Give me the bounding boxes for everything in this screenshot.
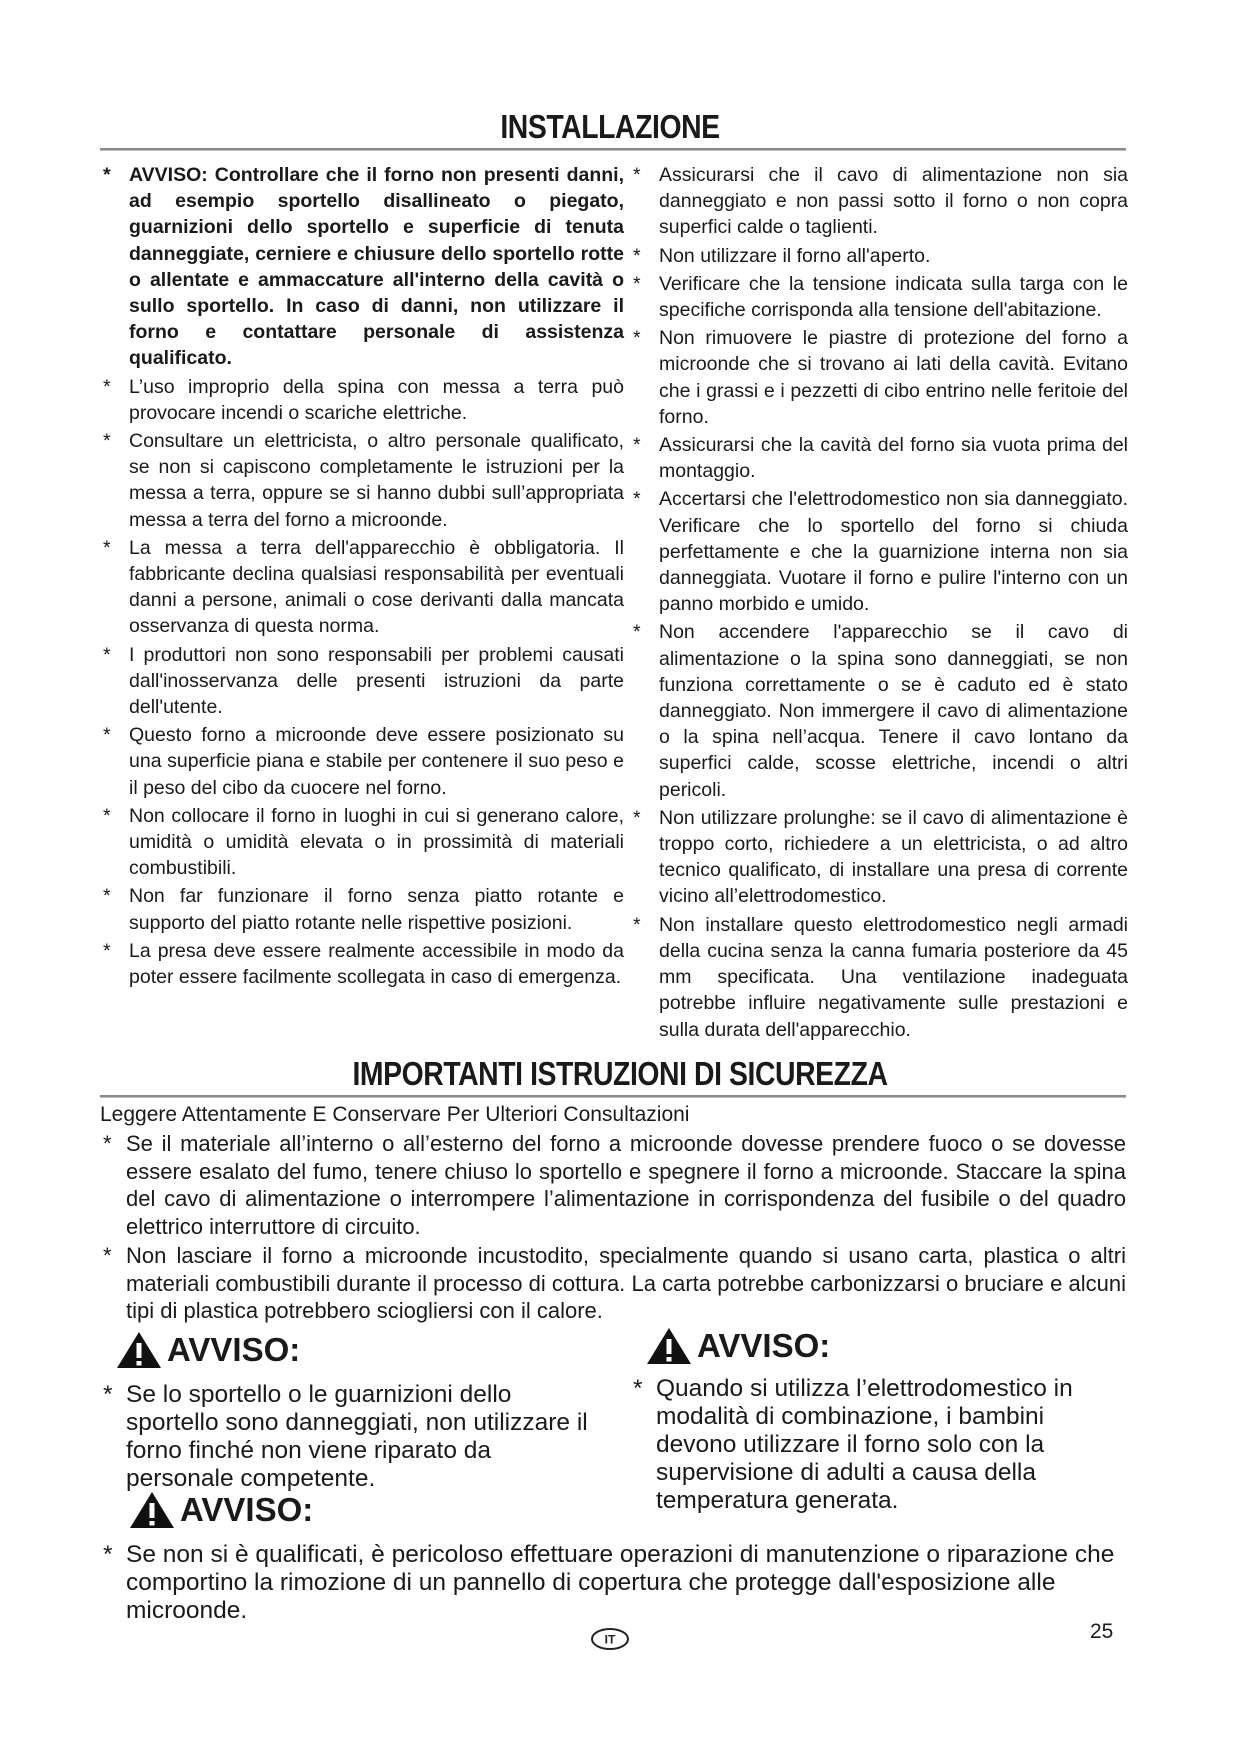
warning-heading-left: AVVISO: bbox=[115, 1330, 300, 1370]
warning-heading-bottom: AVVISO: bbox=[128, 1490, 313, 1530]
warning-left bbox=[100, 1381, 600, 1495]
list-item: * Non installare questo elettrodomestico negli armadi della cucina senza la canna fumaria posteriore da 45 mm specificata. Una ventilazione inadeguata potrebbe influire negativamente sulle prestazioni e sulla durata dell'apparecchio. bbox=[633, 913, 1128, 1041]
title-rule bbox=[100, 1095, 1126, 1098]
list-item: * La presa deve essere realmente accessibile in modo da poter essere facilmente scollegata in caso di emergenza. bbox=[103, 939, 624, 989]
warning-heading-right: AVVISO: bbox=[645, 1326, 830, 1366]
warning-triangle-icon bbox=[128, 1490, 176, 1530]
list-item: * Non utilizzare prolunghe: se il cavo di alimentazione è troppo corto, richiedere a un elettricista, o ad altro tecnico qualificato, di installare una presa di corrente vicino all’elettrodomestico. bbox=[633, 806, 1128, 908]
warning-right bbox=[630, 1375, 1120, 1517]
list-item: * Se non si è qualificati, è pericoloso effettuare operazioni di manutenzione o riparazione che comportino la rimozione di un pannello di copertura che protegge dall'esposizione alle microonde. bbox=[103, 1541, 1115, 1624]
list-item: * Non lasciare il forno a microonde incustodito, specialmente quando si usano carta, plastica o altri materiali combustibili durante il processo di cottura. La carta potrebbe carbonizzarsi o bruciare e alcuni tipi di plastica potrebbero sciogliersi con il calore. bbox=[103, 1243, 1126, 1323]
right-column bbox=[630, 162, 1128, 1045]
safety-list bbox=[100, 1130, 1126, 1327]
list-item: * I produttori non sono responsabili per problemi causati dall'inosservanza delle presenti istruzioni da parte dell'utente. bbox=[103, 643, 624, 719]
list-item: * Assicurarsi che il cavo di alimentazione non sia danneggiato e non passi sotto il forno o non copra superfici calde o taglienti. bbox=[633, 164, 1128, 239]
language-badge-label: IT bbox=[604, 1632, 616, 1647]
list-item: * Quando si utilizza l’elettrodomestico in modalità di combinazione, i bambini devono utilizzare il forno solo con la supervisione di adulti a causa della temperatura generata. bbox=[633, 1375, 1073, 1514]
warning-triangle-icon bbox=[115, 1330, 163, 1370]
list-item: * Assicurarsi che la cavità del forno sia vuota prima del montaggio. bbox=[633, 434, 1128, 483]
list-item: * La messa a terra dell'apparecchio è obbligatoria. Il fabbricante declina qualsiasi responsabilità per eventuali danni a persone, animali o cose derivanti dalla mancata osservanza di questa norma. bbox=[103, 536, 624, 638]
list-item: * Se lo sportello o le guarnizioni dello sportello sono danneggiati, non utilizzare il forno finché non viene riparato da personale competente. bbox=[103, 1381, 588, 1492]
section-title-sicurezza: IMPORTANTI ISTRUZIONI DI SICUREZZA bbox=[352, 1055, 888, 1092]
list-item: * AVVISO: Controllare che il forno non presenti danni, ad esempio sportello disallineato o piegato, guarnizioni dello sportello e superficie di tenuta danneggiate, cerniere e chiusure dello sportello rotte o allentate e ammaccature all'interno della cavità o sullo sportello. In caso di danni, non utilizzare il forno e contattare personale di assistenza qualificato. bbox=[103, 164, 624, 370]
page-number: 25 bbox=[1090, 1620, 1114, 1643]
list-item: * L’uso improprio della spina con messa a terra può provocare incendi o scariche elettriche. bbox=[103, 375, 624, 424]
list-item: * Non utilizzare il forno all'aperto. bbox=[633, 244, 931, 267]
section-subtitle: Leggere Attentamente E Conservare Per Ulteriori Consultazioni bbox=[100, 1103, 690, 1126]
section-title-installazione: INSTALLAZIONE bbox=[500, 108, 720, 145]
left-column bbox=[100, 162, 624, 992]
warning-triangle-icon bbox=[645, 1326, 693, 1366]
list-item: * Questo forno a microonde deve essere posizionato su una superficie piana e stabile per contenere il suo peso e il peso del cibo da cuocere nel forno. bbox=[103, 724, 624, 799]
list-item: * Se il materiale all’interno o all’esterno del forno a microonde dovesse prendere fuoco o se dovesse essere esalato del fumo, tenere chiuso lo sportello e spegnere il forno a microonde. Staccare la spina del cavo di alimentazione o interrompere l’alimentazione in corrispondenza del fusibile o del quadro elettrico interruttore di circuito. bbox=[103, 1131, 1126, 1239]
list-item: * Non rimuovere le piastre di protezione del forno a microonde che si trovano ai lati della cavità. Evitano che i grassi e i pezzetti di cibo entrino nelle feritoie del forno. bbox=[633, 327, 1128, 428]
list-item: * Verificare che la tensione indicata sulla targa con le specifiche corrisponda alla tensione dell'abitazione. bbox=[633, 272, 1128, 322]
warning-bottom bbox=[100, 1541, 1130, 1627]
list-item: * Accertarsi che l'elettrodomestico non sia danneggiato. Verificare che lo sportello del forno si chiuda perfettamente e che la guarnizione interna non sia danneggiata. Vuotare il forno e pulire l'interno con un panno morbido e umido. bbox=[633, 488, 1128, 616]
list-item: * Non far funzionare il forno senza piatto rotante e supporto del piatto rotante nelle rispettive posizioni. bbox=[103, 885, 624, 934]
language-badge bbox=[590, 1627, 630, 1651]
list-item: * Non accendere l'apparecchio se il cavo di alimentazione o la spina sono danneggiati, se non funziona correttamente o se è caduto ed è stato danneggiato. Non immergere il cavo di alimentazione o la spina nell’acqua. Tenere il cavo lontano da superfici calde, scosse elettriche, incendi o altri pericoli. bbox=[633, 621, 1128, 801]
title-rule bbox=[100, 148, 1126, 151]
list-item: * Consultare un elettricista, o altro personale qualificato, se non si capiscono completamente le istruzioni per la messa a terra, oppure se si hanno dubbi sull’appropriata messa a terra del forno a microonde. bbox=[103, 430, 624, 531]
list-item: * Non collocare il forno in luoghi in cui si generano calore, umidità o umidità elevata o in prossimità di materiali combustibili. bbox=[103, 804, 624, 880]
